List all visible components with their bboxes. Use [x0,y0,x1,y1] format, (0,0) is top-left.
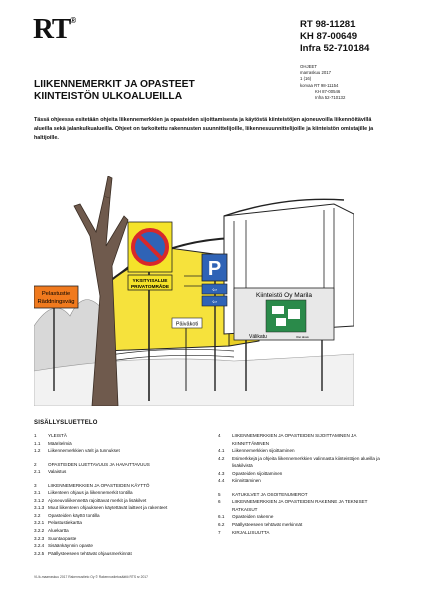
toc-entry [34,440,204,448]
toc-entry-title: LIIKENNEMERKKIEN JA OPASTEIDEN RAKENNE JA TEKNISET RATKAISUT [232,499,368,512]
toc-entry-number: 4.4 [218,478,225,484]
toc-entry [34,542,204,550]
toc-entry-title: Opasteiden käyttö tontilla [48,512,100,518]
toc-entry [34,519,204,527]
toc-entry-number: 6.2 [218,522,225,528]
toc-entry [218,498,390,513]
toc-entry-number: 3.1.3 [34,505,45,511]
toc-entry-title: YLEISTÄ [48,433,67,438]
board-name: Kiinteistö Oy Marila [256,292,312,299]
sign-private-line1: YKSITYISALUE [132,279,168,284]
toc-entry-title: Suuntaopaste [48,535,77,541]
toc-entry-title: Muut liikenteen ohjaukseen käytettävät laitteet ja rakenteet [48,505,168,511]
document-codes [300,19,369,55]
toc-entry-title: Määritelmiä [48,440,72,446]
toc-entry [218,447,390,455]
toc-entry-title: Ajoneuvoliikennettä rajoittavat merkit ja lisäkilvet [48,497,147,503]
toc-entry-title: Kiinnittäminen [232,478,261,484]
toc-entry-title: Päällysteeseen tehtävät merkinnät [232,522,303,528]
toc-entry [34,535,204,543]
toc-entry [34,468,204,476]
toc-entry-title: Liikennemerkkien värit ja tunnukset [48,448,120,454]
toc-entry [34,461,204,469]
code-rt: RT 98-11281 [300,19,356,30]
svg-text:⇦: ⇦ [211,298,218,306]
parking-sign-p: P [207,258,222,280]
toc-right-column [218,432,390,536]
toc-entry [34,504,204,512]
toc-entry-title: Valaistus [48,469,67,475]
svg-text:⇦: ⇦ [211,286,218,294]
toc-entry [34,550,204,558]
toc-entry [34,432,204,440]
toc-entry-title: Liikennemerkkien sijoittaminen [232,448,295,454]
toc-entry-number: 1 [34,433,37,438]
title-line-2: KIINTEISTÖN ULKOALUEILLA [34,91,183,102]
toc-entry [34,512,204,520]
toc-entry-title: KIRJALLISUUTTA [232,529,270,535]
toc-entry [218,521,390,529]
toc-entry-number: 1.1 [34,440,41,446]
toc-entry-number: 1.2 [34,448,41,454]
board-map-caption: Olet tässä [296,335,309,339]
toc-entry-number: 4 [218,433,221,438]
code-infra: Infra 52-710184 [300,43,370,54]
toc-entry-number: 4.3 [218,470,225,476]
toc-entry-number: 2 [34,461,37,467]
toc-entry-number: 3.2.4 [34,543,45,549]
title-line-1: LIIKENNEMERKIT JA OPASTEET [34,79,195,90]
toc-entry-number: 4.1 [218,448,225,454]
toc-entry-title: LIIKENNEMERKKIEN JA OPASTEIDEN SIJOITTAMINEN JA KIINNITTÄMINEN [232,433,357,446]
meta-replaces-kh: KH 87-00546 [315,88,341,94]
page-footer: VL/k-maarraskuu 2017 Rakennustieto Oy © Rakennustietosäätiö RTS sr 2017 [34,575,148,579]
toc-entry-number: 3.1 [34,490,41,496]
toc-entry [218,513,390,521]
toc-entry-number: 6 [218,499,221,505]
toc-entry-number: 3.2.1 [34,520,45,526]
toc-entry [218,477,390,485]
toc-entry [218,491,390,499]
toc-entry [34,482,204,490]
meta-pages: 1 (16) [300,76,312,82]
document-title [34,79,195,103]
toc-entry-title: KATUKILVET JA OSOITENUMEROT [232,491,308,497]
toc-entry-number: 3.2.2 [34,528,45,534]
toc-heading: SISÄLLYSLUETTELO [34,420,98,426]
toc-entry-title: Liikenteen ohjaus ja liikennemerkit tontilla [48,490,133,496]
toc-entry-title: Aluekartta [48,528,69,534]
toc-entry-number: 5 [218,491,221,497]
code-kh: KH 87-00649 [300,31,358,42]
toc-entry-number: 3.1.2 [34,497,45,503]
toc-entry [34,497,204,505]
toc-entry-title: Pelastustiekartta [48,520,82,526]
toc-entry-title: Sisäänkäynnin opaste [48,543,93,549]
toc-entry-title: Opasteiden sijoittaminen [232,470,283,476]
toc-entry-title: Opasteiden rakenne [232,514,274,520]
toc-entry-number: 6.1 [218,514,225,520]
toc-entry-number: 3.2 [34,512,41,518]
toc-entry [218,455,390,470]
toc-entry [218,529,390,537]
toc-entry [34,489,204,497]
toc-entry-title: OPASTEIDEN LUETTAVUUS JA HAVAITTAVUUS [48,461,150,467]
document-meta [300,64,345,101]
toc-entry [218,470,390,478]
toc-entry [34,527,204,535]
toc-entry-number: 3.2.5 [34,550,45,556]
toc-entry-title: LIIKENNEMERKKIEN JA OPASTEIDEN KÄYTTÖ [48,482,150,488]
meta-date: marraskuu 2017 [300,70,332,76]
toc-left-column [34,432,204,557]
toc-entry-number: 2.1 [34,469,41,475]
cover-illustration [34,176,354,406]
sign-pelastustie-line2: Räddningsväg [37,299,75,305]
sign-pelastustie-line1: Pelastustie [41,291,71,297]
sign-paivakoti: Päiväkoti [175,321,199,328]
meta-replaces-infra: Infra 52-710132 [315,95,346,101]
lead-paragraph: Tässä ohjeessa esitetään ohjeita liikennemerkkien ja opasteiden sijoittamisesta ja käytöstä kiinteistöjen ajoneuvoilla liikennöitävillä alueilla sekä jalankulkualueilla. Ohjeet on tarkoitettu rakennusten suunnittelijoille, liikennesuunnittelijoille ja kiinteistön omistajille ja haltijoille. [34,117,374,142]
board-street: Välikatu [249,334,267,340]
toc-entry [34,447,204,455]
toc-entry-number: 3 [34,482,37,488]
meta-replaces: korvaa RT 98-11154 [300,82,339,88]
toc-entry-title: Esimerkkejä ja ohjeita liikennemerkkien valinnasta kiinteistöjen alueilla ja lisäkilvistä [232,455,380,469]
toc-entry [218,432,390,447]
toc-entry-number: 7 [218,529,221,535]
toc-entry-number: 4.2 [218,455,225,461]
toc-entry-number: 3.2.3 [34,535,45,541]
toc-entry-title: Päällysteeseen tehtävät ohjausmerkinnät [48,550,132,556]
meta-type: OHJEET [300,64,317,69]
sign-private-line2: PRIVATOMRÅDE [130,285,170,290]
rt-logo: RT® [33,13,76,45]
